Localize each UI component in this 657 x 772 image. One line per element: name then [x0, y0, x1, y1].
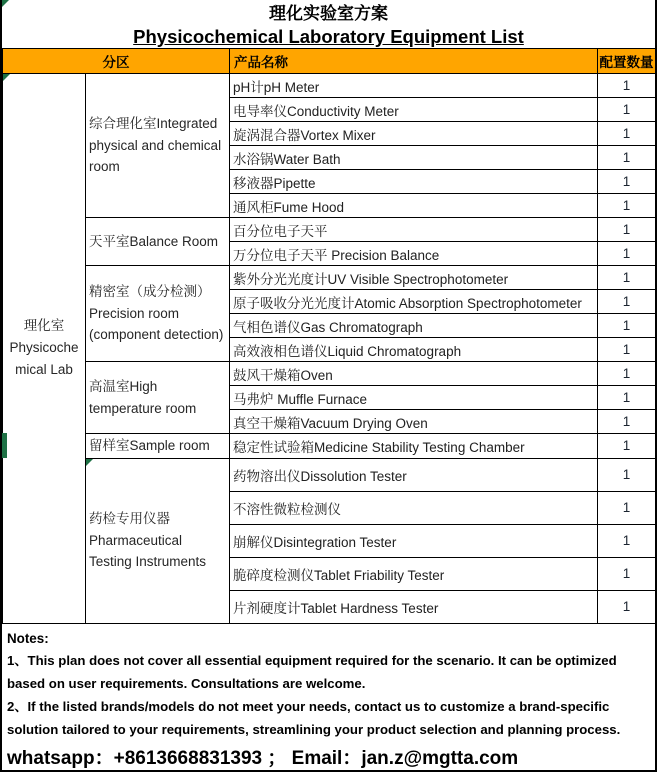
product-cell[interactable]: 崩解仪Disintegration Tester — [230, 524, 598, 557]
product-cell[interactable]: 紫外分光光度计UV Visible Spectrophotometer — [230, 266, 598, 290]
product-cell[interactable]: 百分位电子天平 — [230, 218, 598, 242]
table-header-row — [3, 49, 656, 74]
table-row — [3, 74, 656, 98]
page-title-en: Physicochemical Laboratory Equipment List — [133, 26, 524, 47]
table-row — [3, 434, 656, 459]
notes-section — [2, 624, 655, 772]
quantity-cell[interactable]: 1 — [598, 458, 656, 491]
quantity-cell[interactable]: 1 — [598, 170, 656, 194]
quantity-cell[interactable]: 1 — [598, 146, 656, 170]
table-row — [3, 458, 656, 491]
table-row — [3, 362, 656, 386]
quantity-cell[interactable]: 1 — [598, 362, 656, 386]
lab-cell[interactable] — [3, 74, 86, 624]
comment-marker-icon — [2, 0, 9, 7]
product-cell[interactable]: 万分位电子天平 Precision Balance — [230, 242, 598, 266]
table-row — [3, 218, 656, 242]
product-cell[interactable]: 不溶性微粒检测仪 — [230, 491, 598, 524]
product-cell[interactable]: 片剂硬度计Tablet Hardness Tester — [230, 590, 598, 623]
room-cell-balance[interactable]: 天平室Balance Room — [86, 218, 230, 266]
quantity-cell[interactable]: 1 — [598, 491, 656, 524]
product-cell[interactable]: 稳定性试验箱Medicine Stability Testing Chamber — [230, 434, 598, 459]
quantity-cell[interactable]: 1 — [598, 590, 656, 623]
product-cell[interactable]: pH计pH Meter — [230, 74, 598, 98]
quantity-cell[interactable]: 1 — [598, 314, 656, 338]
product-cell[interactable]: 原子吸收分光光度计Atomic Absorption Spectrophotometer — [230, 290, 598, 314]
title-block — [2, 0, 655, 48]
comment-marker-icon — [86, 459, 93, 466]
page-title-zh: 理化实验室方案 — [269, 4, 388, 23]
product-cell[interactable]: 真空干燥箱Vacuum Drying Oven — [230, 410, 598, 434]
quantity-cell[interactable]: 1 — [598, 218, 656, 242]
product-cell[interactable]: 水浴锅Water Bath — [230, 146, 598, 170]
quantity-cell[interactable]: 1 — [598, 98, 656, 122]
room-cell-pharmaceutical[interactable] — [86, 458, 230, 623]
contact-line: whatsapp：+8613668831393 ； Email：jan.z@mgtta.com — [7, 747, 519, 769]
quantity-cell[interactable]: 1 — [598, 74, 656, 98]
product-cell[interactable]: 药物溶出仪Dissolution Tester — [230, 458, 598, 491]
note-line-1: 1、This plan does not cover all essential equipment required for the scenario. It can be optimized based on user requirements. Consultations are welcome. — [7, 652, 617, 691]
product-cell[interactable]: 马弗炉 Muffle Furnace — [230, 386, 598, 410]
quantity-cell[interactable]: 1 — [598, 386, 656, 410]
product-cell[interactable]: 鼓风干燥箱Oven — [230, 362, 598, 386]
quantity-cell[interactable]: 1 — [598, 266, 656, 290]
col-header-quantity[interactable]: 配置数量 — [598, 49, 656, 74]
quantity-cell[interactable]: 1 — [598, 338, 656, 362]
quantity-cell[interactable]: 1 — [598, 242, 656, 266]
table-row — [3, 266, 656, 290]
comment-marker-icon — [3, 74, 10, 81]
product-cell[interactable]: 气相色谱仪Gas Chromatograph — [230, 314, 598, 338]
room-cell-sample[interactable]: 留样室Sample room — [86, 434, 230, 459]
quantity-cell[interactable]: 1 — [598, 194, 656, 218]
quantity-cell[interactable]: 1 — [598, 557, 656, 590]
quantity-cell[interactable]: 1 — [598, 410, 656, 434]
col-header-product[interactable]: 产品名称 — [230, 49, 598, 74]
room-cell-integrated[interactable]: 综合理化室Integrated physical and chemical room — [86, 74, 230, 218]
product-cell[interactable]: 移液器Pipette — [230, 170, 598, 194]
lab-label: 理化室 Physicochemical Lab — [9, 318, 79, 378]
quantity-cell[interactable]: 1 — [598, 122, 656, 146]
product-cell[interactable]: 通风柜Fume Hood — [230, 194, 598, 218]
room-label: 药检专用仪器 Pharmaceutical Testing Instruments — [89, 511, 207, 570]
product-cell[interactable]: 旋涡混合器Vortex Mixer — [230, 122, 598, 146]
selection-marker-bar — [2, 433, 7, 458]
quantity-cell[interactable]: 1 — [598, 290, 656, 314]
equipment-table — [2, 48, 656, 624]
room-cell-precision[interactable]: 精密室（成分检测）Precision room (component detection) — [86, 266, 230, 362]
product-cell[interactable]: 电导率仪Conductivity Meter — [230, 98, 598, 122]
quantity-cell[interactable]: 1 — [598, 434, 656, 459]
col-header-partition[interactable]: 分区 — [3, 49, 230, 74]
note-line-2: 2、If the listed brands/models do not meet your needs, contact us to customize a brand-specific solution tailored to your requirements, streamlining your product selection and planning process. — [7, 698, 621, 737]
product-cell[interactable]: 脆碎度检测仪Tablet Friability Tester — [230, 557, 598, 590]
product-cell[interactable]: 高效液相色谱仪Liquid Chromatograph — [230, 338, 598, 362]
room-cell-high-temperature[interactable]: 高温室High temperature room — [86, 362, 230, 434]
quantity-cell[interactable]: 1 — [598, 524, 656, 557]
notes-label: Notes: — [7, 630, 49, 646]
